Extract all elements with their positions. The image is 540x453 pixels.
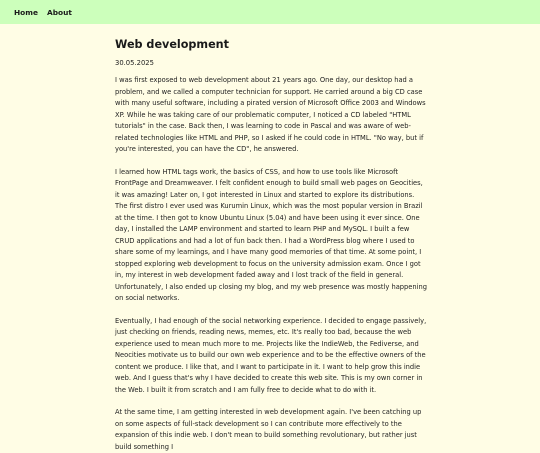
article-title: Web development	[115, 38, 229, 51]
nav-home-link[interactable]: Home	[14, 7, 38, 17]
article-date: 30.05.2025	[115, 59, 154, 67]
article-paragraph: Eventually, I had enough of the social networking experience. I decided to engage passively, just checking on friends, reading news, memes, etc. It's really too bad, because the web experience used to mean much more to me. Projects like the IndieWeb, the Fediverse, and Neocities motivate us to build our own web experience and to be the effective owners of the content we produce. I like that, and I want to participate in it. I want to help grow this indie web. And I guess that's why I have decided to create this web site. This is my own corner in the Web. I built it from scratch and I am fully free to decide what to do with it.	[115, 316, 427, 394]
nav-about-link[interactable]: About	[46, 7, 72, 17]
article-paragraph: I learned how HTML tags work, the basics of CSS, and how to use tools like Microsoft FrontPage and Dreamweaver. I felt confident enough to build small web pages on Geocities, it was amazing! Later on, I got interested in Linux and started to explore its distributions. The first distro I ever used was Kurumin Linux, which was the most popular version in Brazil at the time. I then got to know Ubuntu Linux (5.04) and have been using it ever since. One day, I installed the LAMP environment and started to learn PHP and MySQL. I built a few CRUD applications and had a lot of fun back then. I had a WordPress blog where I used to share some of my learnings, and I have many good memories of that time. At some point, I stopped exploring web development to focus on the university admission exam. Once I got in, my interest in web development faded away and I lost track of the field in general. Unfortunately, I also ended up closing my blog, and my web presence was mostly happening on social networks.	[115, 167, 427, 302]
top-nav	[0, 0, 540, 24]
article	[115, 38, 427, 453]
article-paragraph: I was first exposed to web development about 21 years ago. One day, our desktop had a problem, and we called a computer technician for support. He carried around a big CD case with many useful software, including a pirated version of Microsoft Office 2003 and Windows XP. While he was taking care of our problematic computer, I noticed a CD labeled "HTML tutorials" in the case. Back then, I was learning to code in Pascal and was aware of web-related technologies like HTML and PHP, so I asked if he could code in HTML. "No way, but if you're interested, you can have the CD", he answered.	[115, 76, 426, 153]
article-paragraph: At the same time, I am getting interested in web development again. I've been catching up on some aspects of full-stack development so I can contribute more effectively to the expansion of this indie web. I don't mean to build something revolutionary, but rather just build something I	[115, 408, 422, 451]
